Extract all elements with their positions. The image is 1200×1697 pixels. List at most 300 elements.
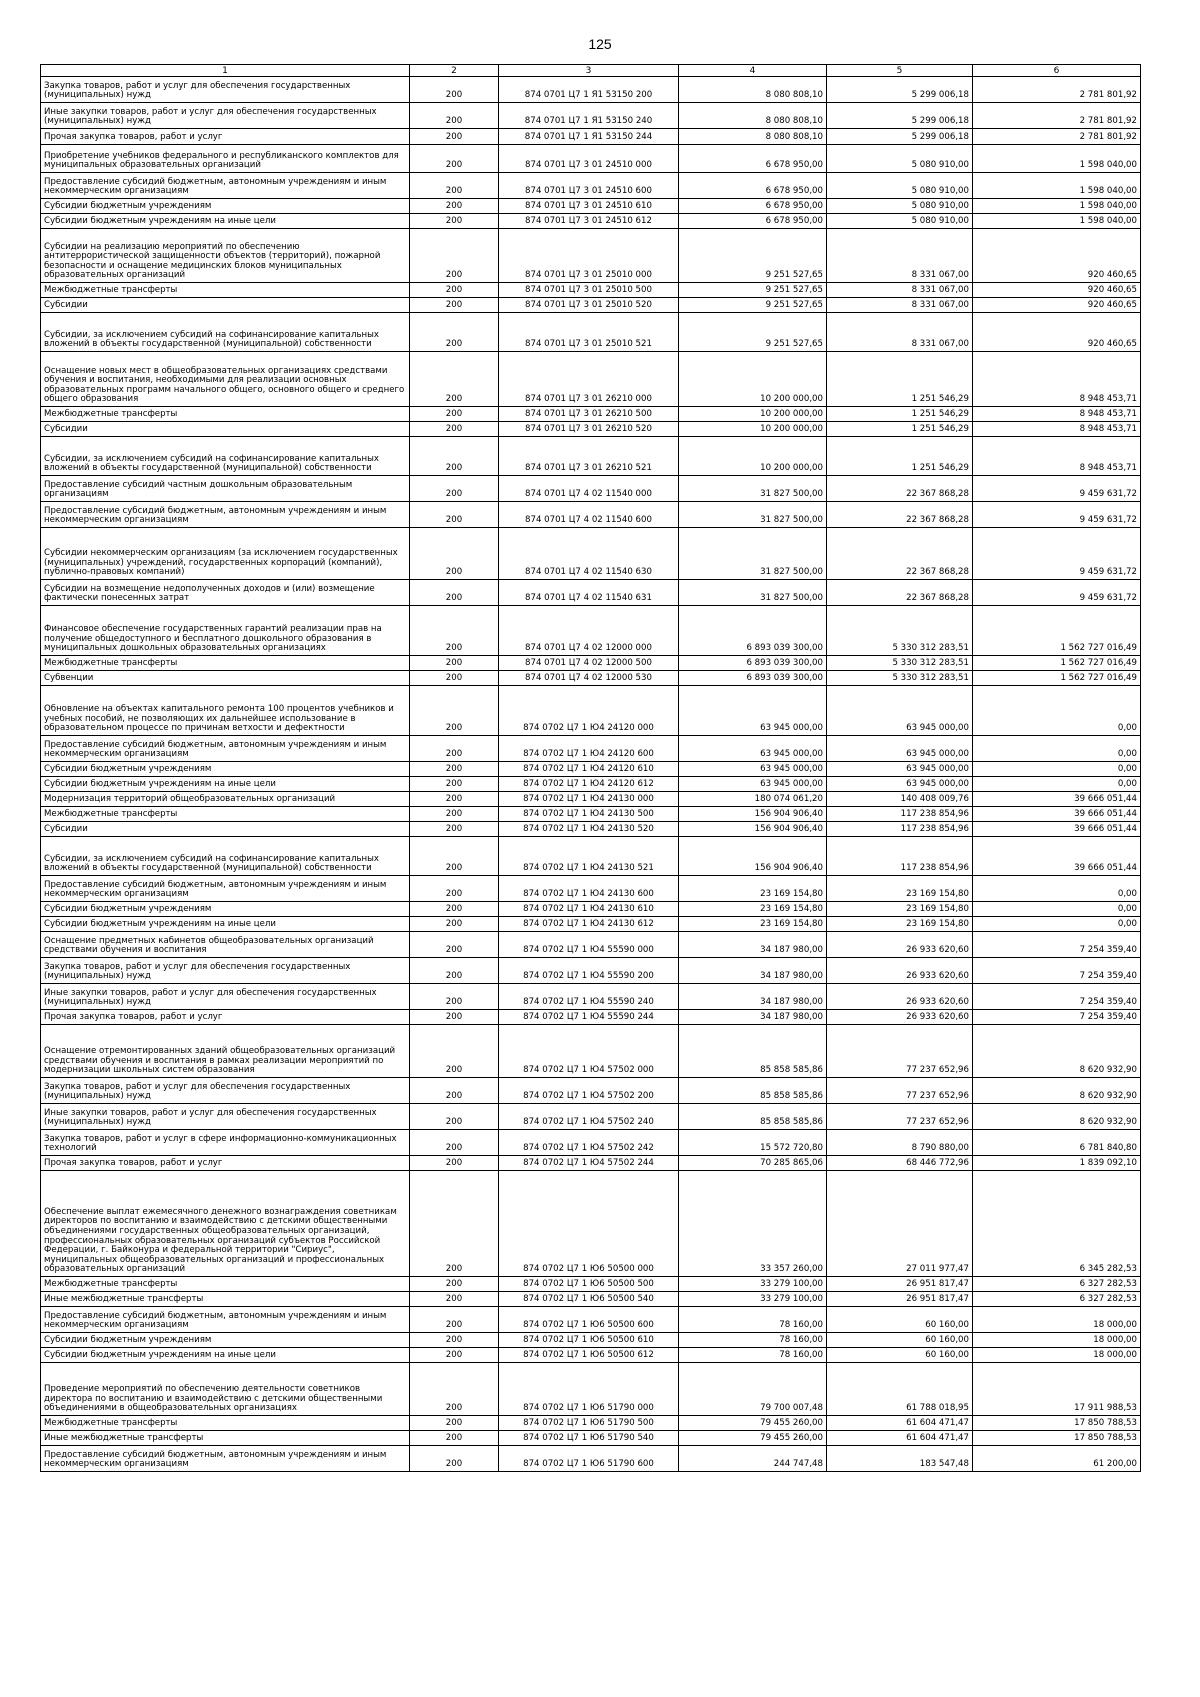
row-value-col5: 61 604 471,47 [827, 1431, 973, 1446]
row-budget-code: 874 0702 Ц7 1 Ю6 50500 610 [499, 1333, 679, 1348]
row-value-col5: 1 251 546,29 [827, 437, 973, 476]
row-value-col5: 60 160,00 [827, 1348, 973, 1363]
row-budget-code: 874 0702 Ц7 1 Ю4 57502 240 [499, 1104, 679, 1130]
row-value-col5: 5 299 006,18 [827, 103, 973, 129]
row-code: 200 [410, 1078, 499, 1104]
row-code: 200 [410, 958, 499, 984]
row-value-col4: 63 945 000,00 [679, 762, 827, 777]
row-value-col6: 17 911 988,53 [973, 1363, 1141, 1416]
row-value-col6: 8 948 453,71 [973, 407, 1141, 422]
row-code: 200 [410, 837, 499, 876]
table-row [41, 984, 1141, 1010]
row-value-col6: 2 781 801,92 [973, 129, 1141, 145]
row-code: 200 [410, 932, 499, 958]
row-budget-code: 874 0701 Ц7 4 02 11540 600 [499, 502, 679, 528]
row-value-col4: 34 187 980,00 [679, 932, 827, 958]
row-value-col4: 70 285 865,06 [679, 1156, 827, 1171]
row-budget-code: 874 0702 Ц7 1 Ю4 55590 244 [499, 1010, 679, 1025]
row-name: Субсидии на возмещение недополученных доходов и (или) возмещение фактически понесенных затрат [41, 580, 410, 606]
row-value-col4: 6 893 039 300,00 [679, 606, 827, 656]
row-value-col6: 8 948 453,71 [973, 352, 1141, 407]
row-value-col4: 78 160,00 [679, 1348, 827, 1363]
table-row [41, 1348, 1141, 1363]
row-budget-code: 874 0701 Ц7 3 01 24510 600 [499, 173, 679, 199]
row-name: Иные закупки товаров, работ и услуг для обеспечения государственных (муниципальных) нужд [41, 1104, 410, 1130]
row-budget-code: 874 0702 Ц7 1 Ю4 24130 612 [499, 917, 679, 932]
row-code: 200 [410, 1130, 499, 1156]
table-body [41, 77, 1141, 1472]
row-name: Закупка товаров, работ и услуг для обеспечения государственных (муниципальных) нужд [41, 77, 410, 103]
row-code: 200 [410, 437, 499, 476]
row-value-col4: 85 858 585,86 [679, 1078, 827, 1104]
row-name: Субсидии на реализацию мероприятий по обеспечению антитеррористической защищенности объектов (территорий), пожарной безопасности и оснащение медицинских блоков муниципальных образовательных организаций [41, 229, 410, 283]
row-budget-code: 874 0702 Ц7 1 Ю6 51790 600 [499, 1446, 679, 1472]
row-value-col6: 0,00 [973, 902, 1141, 917]
table-row [41, 129, 1141, 145]
row-value-col5: 77 237 652,96 [827, 1104, 973, 1130]
row-value-col6: 9 459 631,72 [973, 580, 1141, 606]
row-value-col4: 9 251 527,65 [679, 298, 827, 313]
row-budget-code: 874 0701 Ц7 4 02 12000 530 [499, 671, 679, 686]
row-code: 200 [410, 528, 499, 580]
row-value-col6: 920 460,65 [973, 229, 1141, 283]
row-value-col4: 6 678 950,00 [679, 173, 827, 199]
row-value-col6: 6 327 282,53 [973, 1277, 1141, 1292]
table-row [41, 229, 1141, 283]
row-budget-code: 874 0702 Ц7 1 Ю4 55590 200 [499, 958, 679, 984]
row-value-col5: 5 080 910,00 [827, 199, 973, 214]
row-name: Субсидии бюджетным учреждениям на иные цели [41, 214, 410, 229]
row-name: Предоставление субсидий бюджетным, автономным учреждениям и иным некоммерческим организациям [41, 1446, 410, 1472]
table-row [41, 1010, 1141, 1025]
table-row [41, 283, 1141, 298]
row-budget-code: 874 0702 Ц7 1 Ю6 50500 000 [499, 1171, 679, 1277]
row-value-col6: 39 666 051,44 [973, 822, 1141, 837]
row-value-col6: 9 459 631,72 [973, 476, 1141, 502]
table-row [41, 528, 1141, 580]
table-row [41, 407, 1141, 422]
row-code: 200 [410, 1446, 499, 1472]
row-name: Субсидии бюджетным учреждениям [41, 762, 410, 777]
row-code: 200 [410, 762, 499, 777]
row-value-col5: 5 080 910,00 [827, 145, 973, 173]
row-budget-code: 874 0702 Ц7 1 Ю4 24130 610 [499, 902, 679, 917]
row-name: Межбюджетные трансферты [41, 656, 410, 671]
row-code: 200 [410, 902, 499, 917]
row-value-col5: 5 299 006,18 [827, 129, 973, 145]
row-value-col4: 8 080 808,10 [679, 129, 827, 145]
row-budget-code: 874 0701 Ц7 3 01 24510 612 [499, 214, 679, 229]
row-code: 200 [410, 1104, 499, 1130]
row-value-col4: 63 945 000,00 [679, 736, 827, 762]
table-row [41, 606, 1141, 656]
row-code: 200 [410, 792, 499, 807]
table-row [41, 902, 1141, 917]
row-value-col5: 117 238 854,96 [827, 807, 973, 822]
row-value-col6: 18 000,00 [973, 1333, 1141, 1348]
row-value-col5: 26 933 620,60 [827, 958, 973, 984]
row-code: 200 [410, 917, 499, 932]
row-name: Субсидии [41, 422, 410, 437]
row-value-col5: 5 330 312 283,51 [827, 656, 973, 671]
row-budget-code: 874 0701 Ц7 4 02 12000 000 [499, 606, 679, 656]
row-budget-code: 874 0702 Ц7 1 Ю4 24130 520 [499, 822, 679, 837]
row-value-col4: 23 169 154,80 [679, 917, 827, 932]
row-value-col4: 85 858 585,86 [679, 1104, 827, 1130]
row-value-col6: 9 459 631,72 [973, 528, 1141, 580]
table-row [41, 199, 1141, 214]
row-value-col5: 77 237 652,96 [827, 1078, 973, 1104]
row-budget-code: 874 0701 Ц7 3 01 26210 521 [499, 437, 679, 476]
row-value-col6: 8 948 453,71 [973, 422, 1141, 437]
row-budget-code: 874 0702 Ц7 1 Ю6 50500 540 [499, 1292, 679, 1307]
row-value-col6: 920 460,65 [973, 298, 1141, 313]
row-value-col4: 85 858 585,86 [679, 1025, 827, 1078]
row-value-col4: 10 200 000,00 [679, 407, 827, 422]
row-code: 200 [410, 822, 499, 837]
row-value-col4: 34 187 980,00 [679, 1010, 827, 1025]
row-value-col4: 9 251 527,65 [679, 283, 827, 298]
row-budget-code: 874 0702 Ц7 1 Ю4 24130 000 [499, 792, 679, 807]
row-value-col4: 23 169 154,80 [679, 902, 827, 917]
row-name: Обеспечение выплат ежемесячного денежного вознаграждения советникам директоров по воспитанию и взаимодействию с детскими общественными объединениями государственных общеобразовательных организаций, профессиональных образовательных организаций субъектов Российской Федерации, г. Байконура и федеральной территории "Сириус", муниципальных общеобразовательных организаций и профессиональных образовательных организаций [41, 1171, 410, 1277]
row-name: Модернизация территорий общеобразовательных организаций [41, 792, 410, 807]
row-code: 200 [410, 1416, 499, 1431]
row-name: Иные межбюджетные трансферты [41, 1292, 410, 1307]
row-value-col5: 1 251 546,29 [827, 352, 973, 407]
row-value-col5: 5 299 006,18 [827, 77, 973, 103]
row-value-col4: 15 572 720,80 [679, 1130, 827, 1156]
table-row [41, 777, 1141, 792]
row-value-col6: 18 000,00 [973, 1307, 1141, 1333]
row-value-col6: 8 620 932,90 [973, 1025, 1141, 1078]
table-row [41, 1171, 1141, 1277]
row-code: 200 [410, 777, 499, 792]
row-value-col5: 63 945 000,00 [827, 686, 973, 736]
row-value-col6: 0,00 [973, 917, 1141, 932]
table-row [41, 792, 1141, 807]
row-value-col5: 183 547,48 [827, 1446, 973, 1472]
row-budget-code: 874 0702 Ц7 1 Ю4 55590 000 [499, 932, 679, 958]
row-value-col6: 1 598 040,00 [973, 199, 1141, 214]
table-row [41, 1277, 1141, 1292]
row-code: 200 [410, 606, 499, 656]
table-row [41, 762, 1141, 777]
row-name: Прочая закупка товаров, работ и услуг [41, 1156, 410, 1171]
row-code: 200 [410, 502, 499, 528]
table-row [41, 1104, 1141, 1130]
row-value-col6: 61 200,00 [973, 1446, 1141, 1472]
row-value-col5: 23 169 154,80 [827, 917, 973, 932]
row-name: Субсидии, за исключением субсидий на софинансирование капитальных вложений в объекты государственной (муниципальной) собственности [41, 437, 410, 476]
row-value-col4: 10 200 000,00 [679, 422, 827, 437]
table-row [41, 656, 1141, 671]
row-value-col4: 10 200 000,00 [679, 352, 827, 407]
row-code: 200 [410, 876, 499, 902]
row-value-col6: 8 948 453,71 [973, 437, 1141, 476]
row-name: Субсидии бюджетным учреждениям [41, 1333, 410, 1348]
row-name: Предоставление субсидий бюджетным, автономным учреждениям и иным некоммерческим организациям [41, 1307, 410, 1333]
row-value-col5: 60 160,00 [827, 1333, 973, 1348]
row-code: 200 [410, 1156, 499, 1171]
row-budget-code: 874 0702 Ц7 1 Ю4 24120 000 [499, 686, 679, 736]
row-value-col5: 5 330 312 283,51 [827, 606, 973, 656]
row-budget-code: 874 0701 Ц7 1 Я1 53150 200 [499, 77, 679, 103]
row-name: Иные закупки товаров, работ и услуг для обеспечения государственных (муниципальных) нужд [41, 103, 410, 129]
row-budget-code: 874 0701 Ц7 1 Я1 53150 244 [499, 129, 679, 145]
row-value-col6: 39 666 051,44 [973, 837, 1141, 876]
row-value-col4: 79 700 007,48 [679, 1363, 827, 1416]
row-budget-code: 874 0702 Ц7 1 Ю4 24130 521 [499, 837, 679, 876]
row-value-col5: 27 011 977,47 [827, 1171, 973, 1277]
page-number: 125 [588, 36, 612, 52]
row-value-col5: 63 945 000,00 [827, 736, 973, 762]
row-value-col6: 0,00 [973, 686, 1141, 736]
row-value-col5: 1 251 546,29 [827, 407, 973, 422]
table-row [41, 422, 1141, 437]
row-value-col4: 8 080 808,10 [679, 103, 827, 129]
row-value-col4: 33 279 100,00 [679, 1277, 827, 1292]
row-value-col6: 6 345 282,53 [973, 1171, 1141, 1277]
table-row [41, 173, 1141, 199]
row-budget-code: 874 0702 Ц7 1 Ю4 57502 000 [499, 1025, 679, 1078]
row-value-col6: 8 620 932,90 [973, 1078, 1141, 1104]
row-value-col5: 8 790 880,00 [827, 1130, 973, 1156]
row-code: 200 [410, 1348, 499, 1363]
table-row [41, 1416, 1141, 1431]
row-value-col4: 180 074 061,20 [679, 792, 827, 807]
row-value-col4: 63 945 000,00 [679, 686, 827, 736]
row-name: Проведение мероприятий по обеспечению деятельности советников директора по воспитанию и взаимодействию с детскими общественными объединениями в общеобразовательных организациях [41, 1363, 410, 1416]
row-value-col4: 63 945 000,00 [679, 777, 827, 792]
row-code: 200 [410, 1333, 499, 1348]
row-budget-code: 874 0701 Ц7 3 01 25010 000 [499, 229, 679, 283]
row-code: 200 [410, 476, 499, 502]
row-value-col6: 7 254 359,40 [973, 958, 1141, 984]
table-row [41, 214, 1141, 229]
row-value-col4: 31 827 500,00 [679, 476, 827, 502]
table-row [41, 1431, 1141, 1446]
row-value-col5: 26 933 620,60 [827, 984, 973, 1010]
row-name: Иные межбюджетные трансферты [41, 1431, 410, 1446]
row-name: Межбюджетные трансферты [41, 1416, 410, 1431]
row-value-col4: 9 251 527,65 [679, 229, 827, 283]
row-budget-code: 874 0702 Ц7 1 Ю6 51790 540 [499, 1431, 679, 1446]
row-value-col4: 6 678 950,00 [679, 145, 827, 173]
row-value-col5: 63 945 000,00 [827, 762, 973, 777]
row-value-col5: 26 951 817,47 [827, 1277, 973, 1292]
row-name: Приобретение учебников федерального и республиканского комплектов для муниципальных образовательных организаций [41, 145, 410, 173]
table-row [41, 932, 1141, 958]
row-name: Субсидии [41, 822, 410, 837]
row-budget-code: 874 0701 Ц7 3 01 24510 610 [499, 199, 679, 214]
row-value-col6: 0,00 [973, 762, 1141, 777]
column-header: 4 [679, 65, 827, 77]
column-header: 5 [827, 65, 973, 77]
row-budget-code: 874 0701 Ц7 3 01 26210 000 [499, 352, 679, 407]
row-code: 200 [410, 736, 499, 762]
row-value-col6: 18 000,00 [973, 1348, 1141, 1363]
row-value-col6: 1 598 040,00 [973, 145, 1141, 173]
row-value-col6: 6 327 282,53 [973, 1292, 1141, 1307]
row-value-col4: 31 827 500,00 [679, 528, 827, 580]
row-name: Предоставление субсидий бюджетным, автономным учреждениям и иным некоммерческим организациям [41, 736, 410, 762]
row-name: Предоставление субсидий частным дошкольным образовательным организациям [41, 476, 410, 502]
row-budget-code: 874 0701 Ц7 1 Я1 53150 240 [499, 103, 679, 129]
row-value-col6: 1 598 040,00 [973, 214, 1141, 229]
table-row [41, 736, 1141, 762]
table-row [41, 1363, 1141, 1416]
row-code: 200 [410, 145, 499, 173]
row-name: Прочая закупка товаров, работ и услуг [41, 129, 410, 145]
row-value-col4: 31 827 500,00 [679, 580, 827, 606]
row-value-col4: 156 904 906,40 [679, 807, 827, 822]
row-name: Закупка товаров, работ и услуг в сфере информационно-коммуникационных технологий [41, 1130, 410, 1156]
row-value-col5: 8 331 067,00 [827, 229, 973, 283]
row-name: Предоставление субсидий бюджетным, автономным учреждениям и иным некоммерческим организациям [41, 173, 410, 199]
row-value-col4: 156 904 906,40 [679, 822, 827, 837]
row-name: Закупка товаров, работ и услуг для обеспечения государственных (муниципальных) нужд [41, 958, 410, 984]
row-name: Прочая закупка товаров, работ и услуг [41, 1010, 410, 1025]
row-value-col5: 22 367 868,28 [827, 476, 973, 502]
table-row [41, 1292, 1141, 1307]
row-budget-code: 874 0702 Ц7 1 Ю6 51790 500 [499, 1416, 679, 1431]
row-budget-code: 874 0702 Ц7 1 Ю4 24130 600 [499, 876, 679, 902]
row-budget-code: 874 0702 Ц7 1 Ю4 57502 242 [499, 1130, 679, 1156]
row-name: Закупка товаров, работ и услуг для обеспечения государственных (муниципальных) нужд [41, 1078, 410, 1104]
row-budget-code: 874 0702 Ц7 1 Ю6 50500 600 [499, 1307, 679, 1333]
row-code: 200 [410, 1171, 499, 1277]
row-code: 200 [410, 1431, 499, 1446]
table-row [41, 298, 1141, 313]
table-row [41, 502, 1141, 528]
row-budget-code: 874 0701 Ц7 4 02 11540 630 [499, 528, 679, 580]
row-name: Оснащение новых мест в общеобразовательных организациях средствами обучения и воспитания, необходимыми для реализации основных образовательных программ начального общего, основного общего и среднего общего образования [41, 352, 410, 407]
row-value-col5: 8 331 067,00 [827, 313, 973, 352]
row-name: Предоставление субсидий бюджетным, автономным учреждениям и иным некоммерческим организациям [41, 502, 410, 528]
row-value-col6: 920 460,65 [973, 313, 1141, 352]
row-code: 200 [410, 1363, 499, 1416]
row-value-col5: 26 951 817,47 [827, 1292, 973, 1307]
row-value-col5: 117 238 854,96 [827, 822, 973, 837]
row-code: 200 [410, 580, 499, 606]
row-value-col4: 78 160,00 [679, 1307, 827, 1333]
row-value-col6: 1 839 092,10 [973, 1156, 1141, 1171]
row-value-col6: 7 254 359,40 [973, 932, 1141, 958]
row-value-col5: 117 238 854,96 [827, 837, 973, 876]
table-row [41, 352, 1141, 407]
table-row [41, 145, 1141, 173]
row-value-col4: 79 455 260,00 [679, 1416, 827, 1431]
row-budget-code: 874 0701 Ц7 3 01 26210 520 [499, 422, 679, 437]
row-value-col5: 22 367 868,28 [827, 580, 973, 606]
row-value-col4: 6 893 039 300,00 [679, 656, 827, 671]
row-name: Субсидии бюджетным учреждениям на иные цели [41, 917, 410, 932]
row-name: Субсидии некоммерческим организациям (за исключением государственных (муниципальных) учреждений, государственных корпораций (компаний), публично-правовых компаний) [41, 528, 410, 580]
row-value-col4: 79 455 260,00 [679, 1431, 827, 1446]
table-row [41, 1156, 1141, 1171]
column-header: 3 [499, 65, 679, 77]
row-code: 200 [410, 352, 499, 407]
row-code: 200 [410, 283, 499, 298]
column-header: 2 [410, 65, 499, 77]
table-row [41, 437, 1141, 476]
row-code: 200 [410, 1292, 499, 1307]
row-value-col4: 9 251 527,65 [679, 313, 827, 352]
row-budget-code: 874 0701 Ц7 3 01 26210 500 [499, 407, 679, 422]
row-code: 200 [410, 1025, 499, 1078]
row-budget-code: 874 0701 Ц7 4 02 12000 500 [499, 656, 679, 671]
row-value-col5: 22 367 868,28 [827, 528, 973, 580]
row-value-col5: 140 408 009,76 [827, 792, 973, 807]
table-row [41, 1078, 1141, 1104]
row-code: 200 [410, 298, 499, 313]
row-value-col5: 5 080 910,00 [827, 173, 973, 199]
row-value-col4: 8 080 808,10 [679, 77, 827, 103]
row-name: Межбюджетные трансферты [41, 283, 410, 298]
row-code: 200 [410, 656, 499, 671]
table-row [41, 580, 1141, 606]
row-name: Межбюджетные трансферты [41, 807, 410, 822]
row-value-col5: 77 237 652,96 [827, 1025, 973, 1078]
row-name: Субсидии бюджетным учреждениям [41, 199, 410, 214]
row-value-col4: 31 827 500,00 [679, 502, 827, 528]
column-header: 1 [41, 65, 410, 77]
row-value-col6: 2 781 801,92 [973, 103, 1141, 129]
row-name: Субсидии, за исключением субсидий на софинансирование капитальных вложений в объекты государственной (муниципальной) собственности [41, 313, 410, 352]
row-value-col6: 2 781 801,92 [973, 77, 1141, 103]
table-row [41, 822, 1141, 837]
table-row [41, 807, 1141, 822]
column-header: 6 [973, 65, 1141, 77]
table-row [41, 313, 1141, 352]
table-row [41, 917, 1141, 932]
row-budget-code: 874 0701 Ц7 4 02 11540 000 [499, 476, 679, 502]
row-value-col6: 1 562 727 016,49 [973, 606, 1141, 656]
row-value-col6: 1 562 727 016,49 [973, 671, 1141, 686]
row-budget-code: 874 0701 Ц7 3 01 24510 000 [499, 145, 679, 173]
row-code: 200 [410, 422, 499, 437]
table-row [41, 958, 1141, 984]
row-value-col6: 8 620 932,90 [973, 1104, 1141, 1130]
row-budget-code: 874 0702 Ц7 1 Ю6 50500 612 [499, 1348, 679, 1363]
table-row [41, 103, 1141, 129]
row-value-col5: 23 169 154,80 [827, 876, 973, 902]
row-budget-code: 874 0701 Ц7 3 01 25010 520 [499, 298, 679, 313]
row-value-col4: 6 678 950,00 [679, 214, 827, 229]
row-name: Финансовое обеспечение государственных гарантий реализации прав на получение общедоступного и бесплатного дошкольного образования в муниципальных дошкольных образовательных организациях [41, 606, 410, 656]
row-value-col5: 60 160,00 [827, 1307, 973, 1333]
table-row [41, 671, 1141, 686]
row-budget-code: 874 0702 Ц7 1 Ю4 24120 600 [499, 736, 679, 762]
row-budget-code: 874 0702 Ц7 1 Ю4 24130 500 [499, 807, 679, 822]
row-budget-code: 874 0702 Ц7 1 Ю4 57502 200 [499, 1078, 679, 1104]
table-row [41, 1307, 1141, 1333]
row-value-col5: 8 331 067,00 [827, 298, 973, 313]
row-budget-code: 874 0702 Ц7 1 Ю4 24120 612 [499, 777, 679, 792]
row-value-col5: 68 446 772,96 [827, 1156, 973, 1171]
row-code: 200 [410, 671, 499, 686]
row-value-col5: 5 330 312 283,51 [827, 671, 973, 686]
row-code: 200 [410, 686, 499, 736]
row-value-col6: 39 666 051,44 [973, 792, 1141, 807]
row-value-col4: 244 747,48 [679, 1446, 827, 1472]
row-value-col6: 17 850 788,53 [973, 1416, 1141, 1431]
row-budget-code: 874 0701 Ц7 3 01 25010 500 [499, 283, 679, 298]
row-name: Оснащение предметных кабинетов общеобразовательных организаций средствами обучения и воспитания [41, 932, 410, 958]
table-row [41, 77, 1141, 103]
row-value-col6: 7 254 359,40 [973, 1010, 1141, 1025]
